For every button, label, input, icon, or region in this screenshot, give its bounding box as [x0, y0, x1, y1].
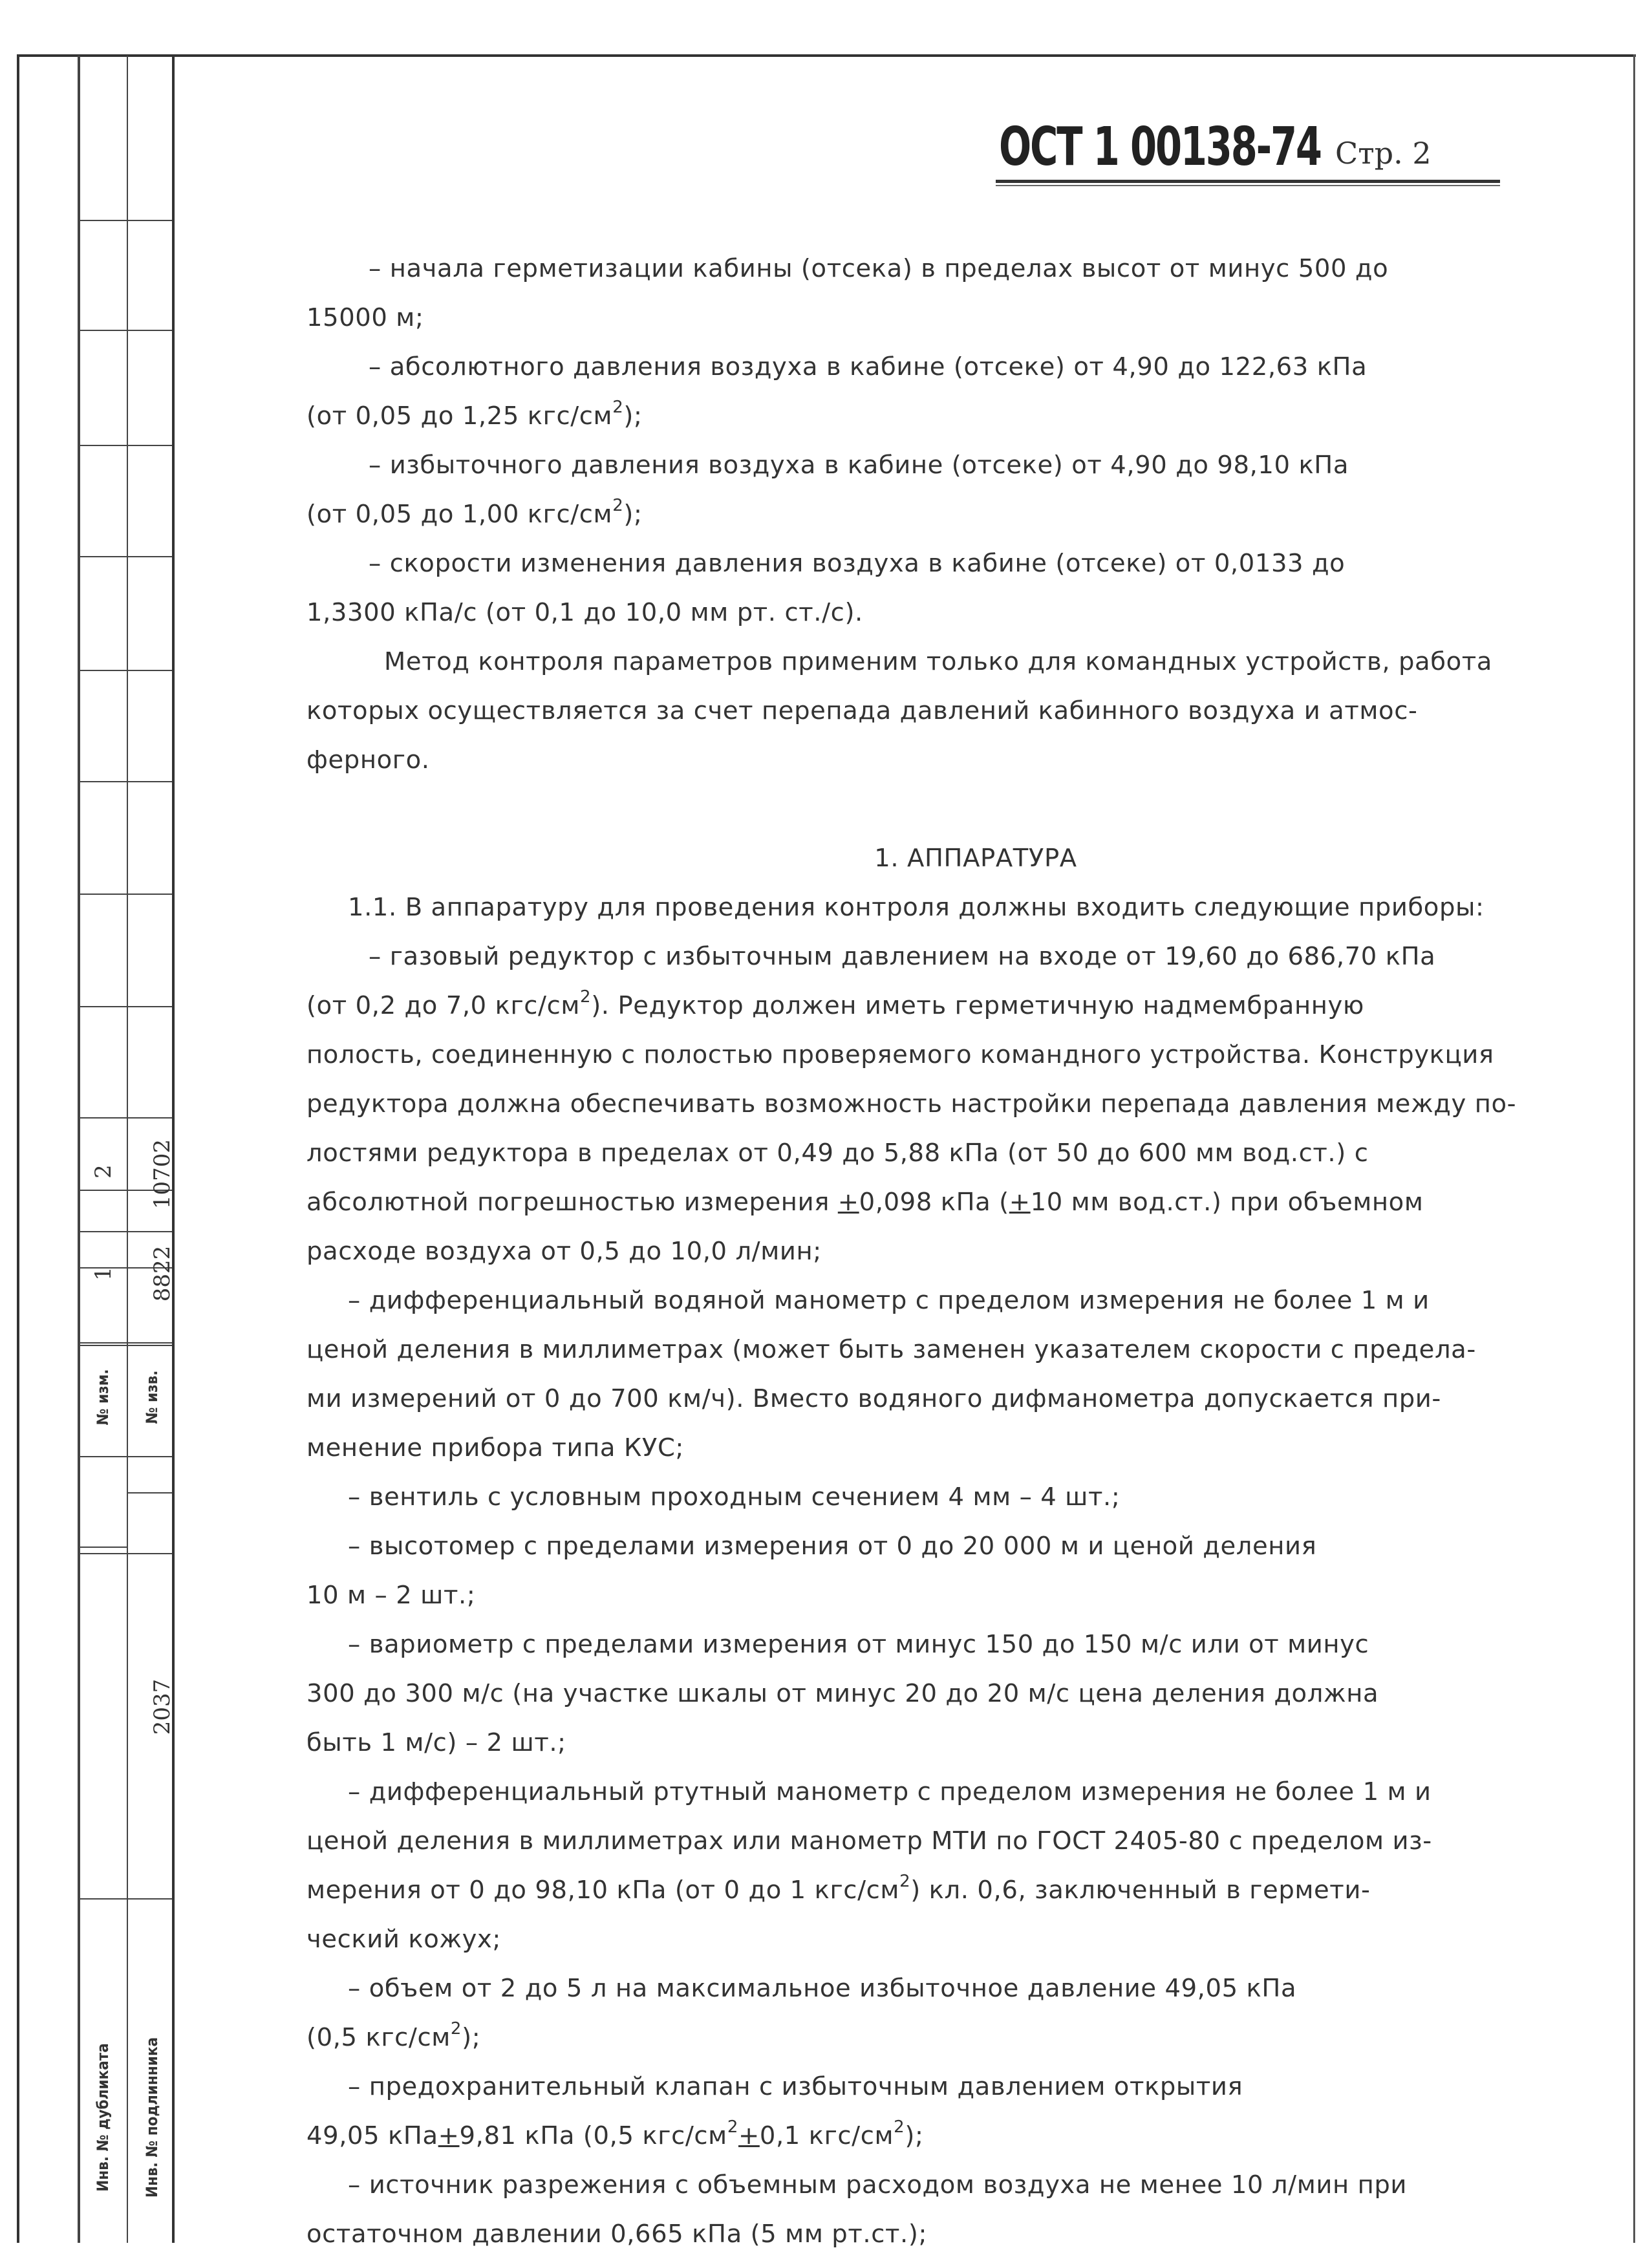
text-line: – начала герметизации кабины (отсека) в пределах высот от минус 500 до [369, 254, 1389, 283]
text-span: ); [623, 401, 643, 431]
plus-minus-sign: + [1009, 1188, 1031, 1217]
margin-row-line [78, 894, 172, 895]
page-frame-right [1633, 54, 1635, 2243]
text-line: – газовый редуктор с избыточным давлением на входе от 19,60 до 686,70 кПа [369, 942, 1436, 971]
text-line: Метод контроля параметров применим только для командных устройств, работа [384, 647, 1492, 676]
spacer [306, 785, 1529, 834]
text-line: – скорости изменения давления воздуха в кабине (отсеке) от 0,0133 до [369, 549, 1346, 578]
text-line: остаточном давлении 0,665 кПа (5 мм рт.ст.); [306, 2220, 928, 2249]
text-line: – вентиль с условным проходным сечением 4 мм – 4 шт.; [348, 1483, 1121, 1512]
text-span: ); [623, 500, 643, 529]
text-span: 10 мм вод.ст.) при объемном [1030, 1188, 1424, 1217]
change-number-1: 1 [91, 1267, 116, 1281]
margin-row-line [78, 670, 172, 671]
text-span: (от 0,05 до 1,25 кгс/см [306, 401, 613, 431]
text-line: – дифференциальный ртутный манометр с пределом измерения не более 1 м и [348, 1777, 1432, 1806]
duplicate-inventory-label: Инв. № дубликата [94, 2043, 112, 2192]
plus-minus-sign: + [738, 2121, 760, 2150]
margin-row-line [78, 1456, 172, 1457]
text-line: 1,3300 кПа/с (от 0,1 до 10,0 мм рт. ст./с). [306, 598, 863, 627]
text-line: – абсолютного давления воздуха в кабине (отсеке) от 4,90 до 122,63 кПа [369, 352, 1368, 381]
document-number: ОСТ 1 00138-74 [999, 116, 1321, 178]
superscript: 2 [727, 2117, 738, 2137]
margin-row-line [78, 1342, 172, 1344]
text-span: ). Редуктор должен иметь герметичную надмембранную [591, 991, 1364, 1020]
text-line: ми измерений от 0 до 700 км/ч). Вместо водяного дифманометра допускается при- [306, 1384, 1441, 1413]
margin-row-line [78, 781, 172, 782]
change-number-2: 2 [91, 1164, 116, 1179]
margin-row-line [78, 445, 172, 446]
document-body [306, 244, 1529, 2259]
plus-minus-sign: + [837, 1188, 859, 1217]
text-line: ческий кожух; [306, 1925, 501, 1954]
text-line [306, 2013, 1529, 2062]
text-span: ) кл. 0,6, заключенный в гермети- [910, 1876, 1371, 1905]
text-line: – дифференциальный водяной манометр с пределом измерения не более 1 м и [348, 1286, 1430, 1315]
margin-row-line [128, 1492, 172, 1494]
margin-outer-border [78, 56, 80, 2243]
plus-minus-sign: + [438, 2121, 460, 2150]
section-heading: 1. АППАРАТУРА [874, 844, 1077, 873]
text-line: расходе воздуха от 0,5 до 10,0 л/мин; [306, 1237, 822, 1266]
margin-row-line [78, 1547, 128, 1548]
text-line: полость, соединенную с полостью проверяемого командного устройства. Конструкция [306, 1040, 1494, 1069]
notice-number-1: 8822 [149, 1245, 175, 1302]
text-span: 49,05 кПа [306, 2121, 438, 2150]
text-line: 1.1. В аппаратуру для проведения контроля должны входить следующие приборы: [348, 893, 1485, 922]
margin-row-line [78, 220, 172, 221]
text-line: 10 м – 2 шт.; [306, 1581, 476, 1610]
margin-row-line [78, 1006, 172, 1007]
page-frame-left [17, 54, 19, 2243]
text-line: лостями редуктора в пределах от 0,49 до 5,88 кПа (от 50 до 600 мм вод.ст.) с [306, 1139, 1369, 1168]
text-span: (от 0,2 до 7,0 кгс/см [306, 991, 581, 1020]
header-underline-thin [996, 185, 1500, 186]
text-line [306, 2112, 1529, 2161]
margin-row-line [78, 330, 172, 331]
text-line: – избыточного давления воздуха в кабине (отсеке) от 4,90 до 98,10 кПа [369, 451, 1349, 480]
text-span: абсолютной погрешностью измерения [306, 1188, 838, 1217]
superscript: 2 [899, 1872, 911, 1891]
text-line: ценой деления в миллиметрах или манометр МТИ по ГОСТ 2405-80 с пределом из- [306, 1826, 1432, 1856]
text-line: ценой деления в миллиметрах (может быть заменен указателем скорости с предела- [306, 1335, 1476, 1364]
header-underline [996, 180, 1500, 183]
text-line: – вариометр с пределами измерения от минус 150 до 150 м/с или от минус [348, 1630, 1369, 1659]
original-inventory-number: 2037 [149, 1678, 175, 1735]
superscript: 2 [894, 2117, 905, 2137]
notice-number-label: № изв. [143, 1370, 161, 1424]
text-line [306, 1178, 1529, 1227]
superscript: 2 [612, 496, 624, 515]
text-span: мерения от 0 до 98,10 кПа (от 0 до 1 кгс/см [306, 1876, 900, 1905]
page-number: Стр. 2 [1335, 136, 1432, 171]
superscript: 2 [612, 398, 624, 417]
text-span: 0,1 кгс/см [759, 2121, 894, 2150]
margin-row-line [78, 1117, 172, 1119]
text-line [306, 1866, 1529, 1915]
margin-row-line [78, 556, 172, 557]
change-number-label: № изм. [94, 1369, 112, 1426]
text-line: менение прибора типа КУС; [306, 1433, 685, 1462]
margin-row-line [78, 1553, 172, 1554]
text-span: ); [462, 2023, 481, 2052]
text-line: которых осуществляется за счет перепада давлений кабинного воздуха и атмос- [306, 696, 1418, 725]
text-span: (от 0,05 до 1,00 кгс/см [306, 500, 613, 529]
text-line: ферного. [306, 745, 430, 775]
text-span: 9,81 кПа (0,5 кгс/см [459, 2121, 727, 2150]
text-line: – объем от 2 до 5 л на максимальное избыточное давление 49,05 кПа [348, 1974, 1297, 2003]
text-line: – источник разрежения с объемным расходом воздуха не менее 10 л/мин при [348, 2170, 1408, 2200]
text-line: – предохранительный клапан с избыточным давлением открытия [348, 2072, 1243, 2101]
text-line: быть 1 м/с) – 2 шт.; [306, 1728, 566, 1757]
text-line [306, 490, 1529, 539]
margin-row-line [78, 1898, 172, 1900]
page-frame-top [19, 54, 1636, 57]
text-line: 300 до 300 м/с (на участке шкалы от минус 20 до 20 м/с цена деления должна [306, 1679, 1379, 1708]
text-line [306, 981, 1529, 1031]
superscript: 2 [450, 2019, 462, 2039]
text-span: (0,5 кгс/см [306, 2023, 451, 2052]
text-line: 15000 м; [306, 303, 424, 332]
original-inventory-label: Инв. № подлинника [143, 2037, 161, 2198]
notice-number-2: 10702 [149, 1139, 175, 1210]
margin-cell-line [78, 1345, 172, 1346]
superscript: 2 [580, 987, 592, 1007]
margin-column-divider [127, 56, 128, 2243]
text-line: редуктора должна обеспечивать возможность настройки перепада давления между по- [306, 1089, 1517, 1119]
text-span: ); [905, 2121, 924, 2150]
text-span: 0,098 кПа ( [859, 1188, 1009, 1217]
text-line [306, 392, 1529, 441]
text-line: – высотомер с пределами измерения от 0 до 20 000 м и ценой деления [348, 1532, 1317, 1561]
